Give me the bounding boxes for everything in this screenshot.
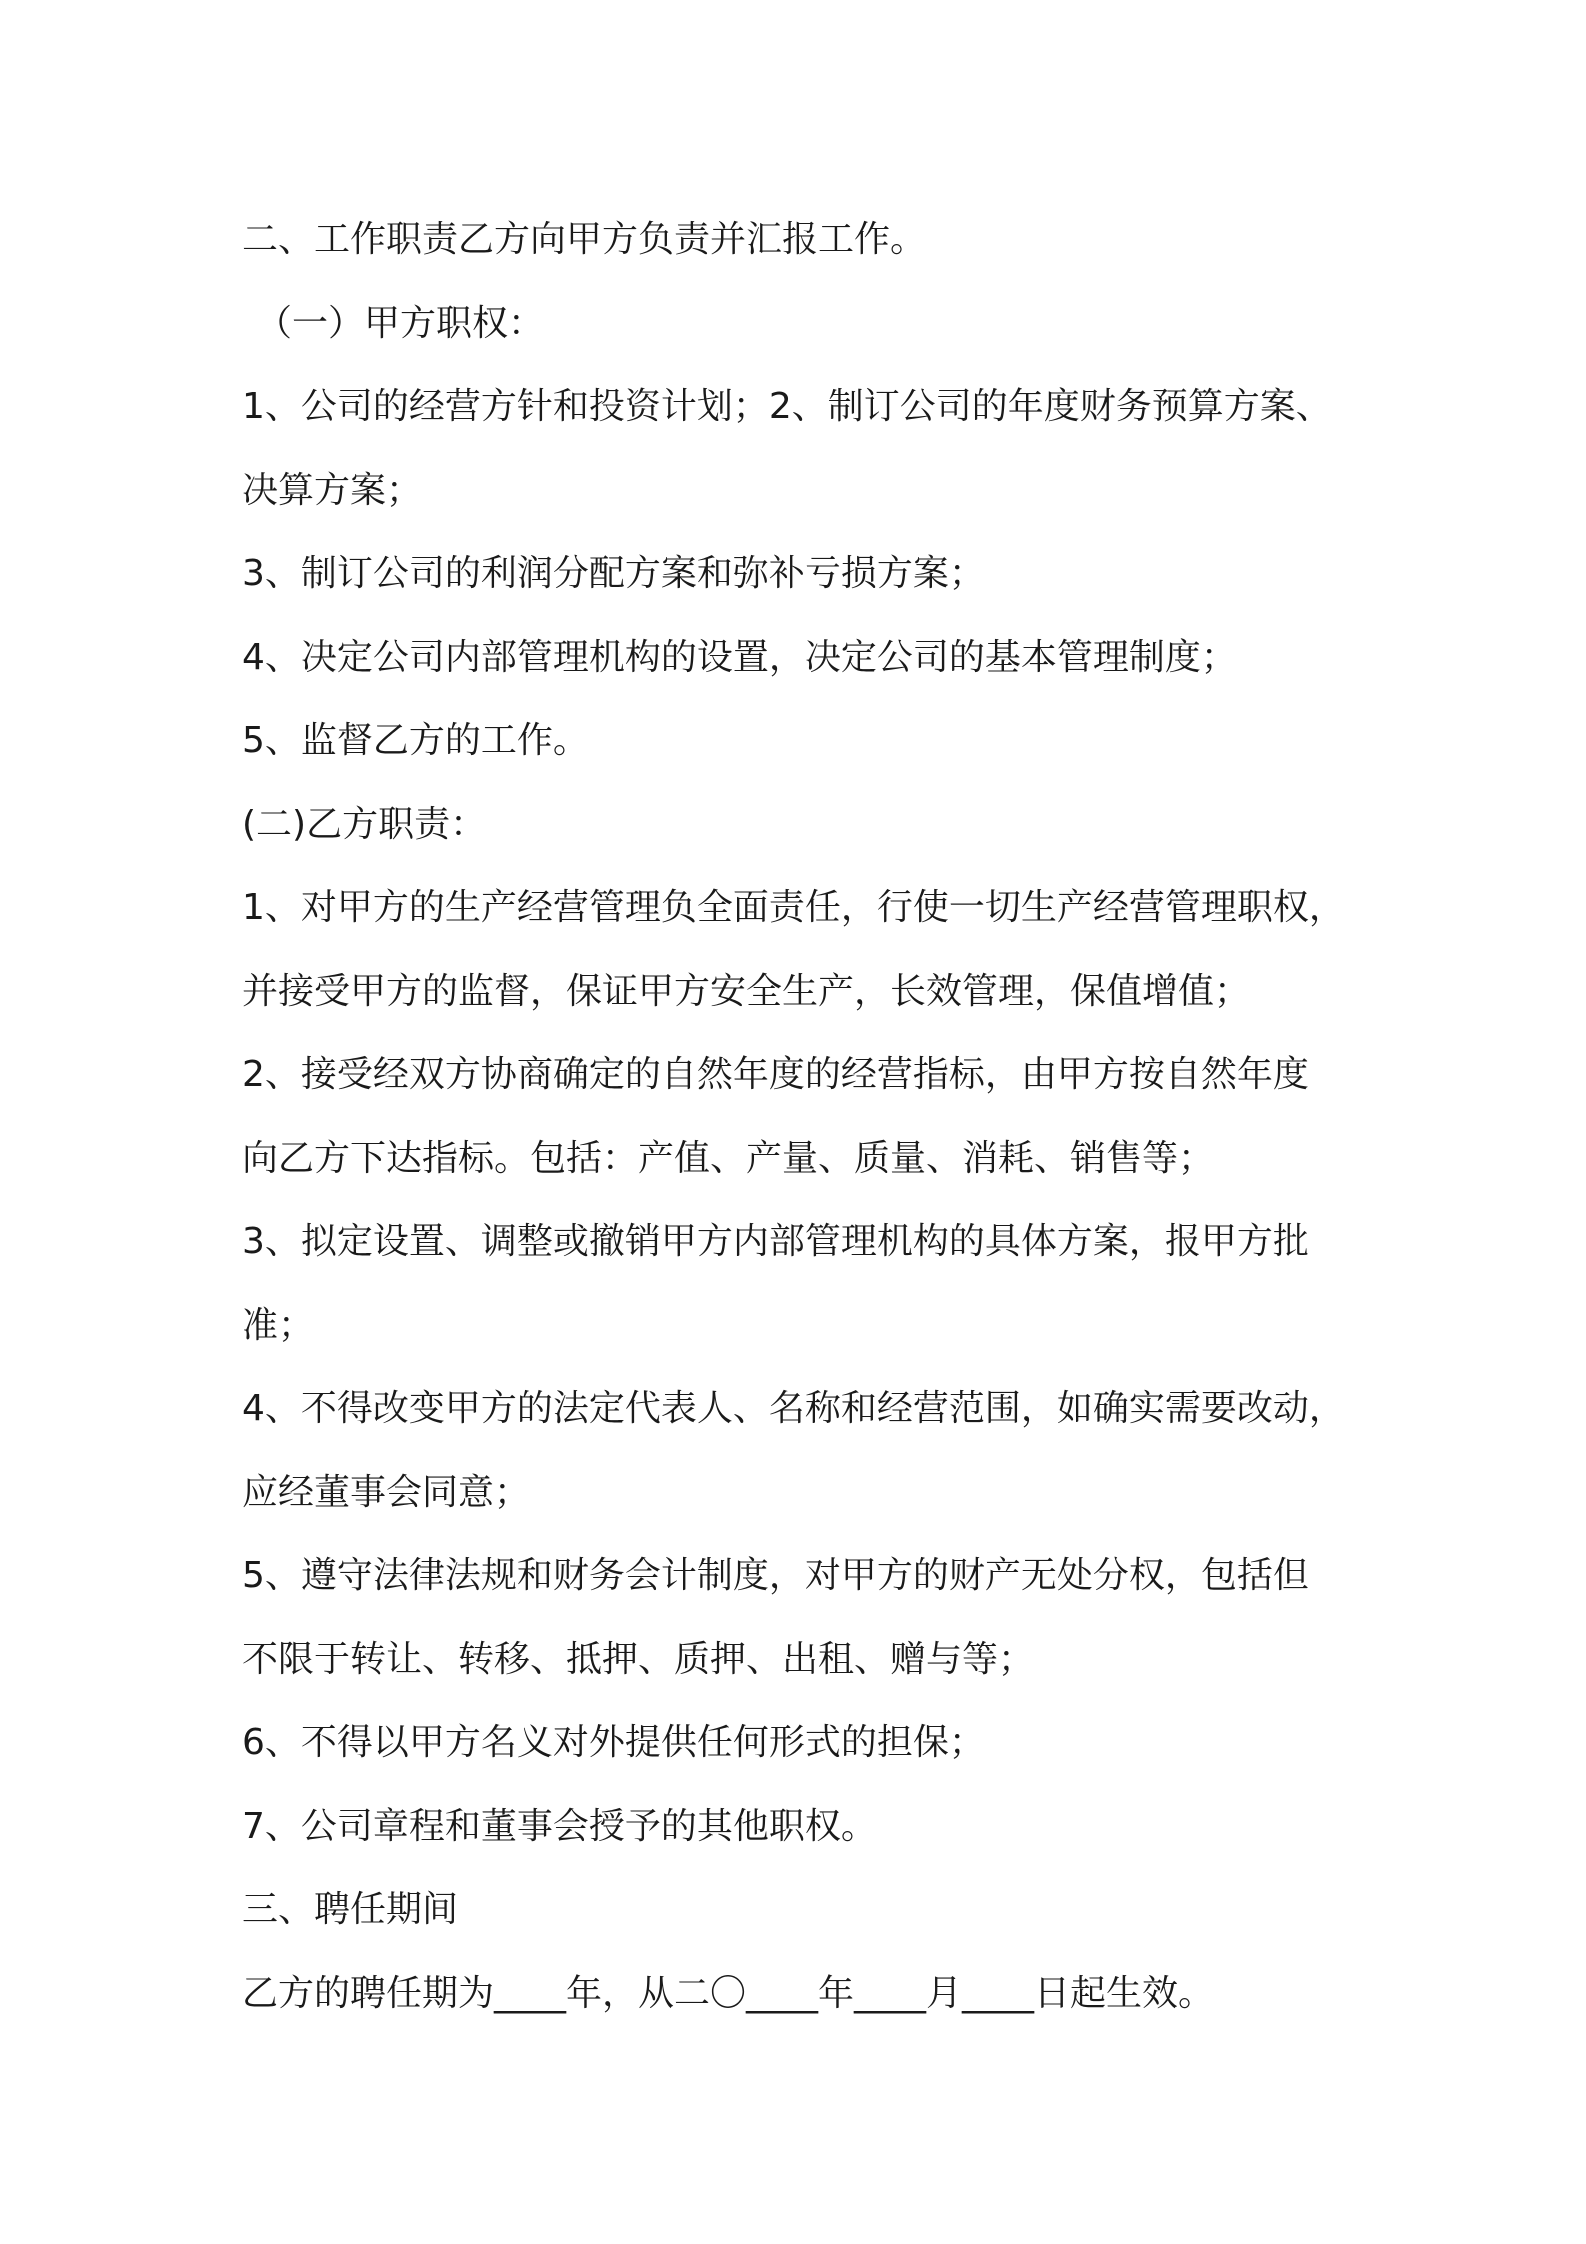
subsection-heading-party-a: （一）甲方职权：: [256, 302, 545, 344]
paragraph-line: 7、公司章程和董事会授予的其他职权。: [242, 1805, 877, 1847]
paragraph-line: 决算方案；: [242, 469, 423, 511]
paragraph-line: 并接受甲方的监督，保证甲方安全生产，长效管理，保值增值；: [242, 970, 1251, 1012]
paragraph-line: 1、公司的经营方针和投资计划；2、制订公司的年度财务预算方案、: [242, 386, 1332, 427]
paragraph-line: 5、监督乙方的工作。: [242, 720, 589, 761]
section-heading-duties: 二、工作职责乙方向甲方负责并汇报工作。: [242, 219, 927, 260]
paragraph-line: 4、决定公司内部管理机构的设置，决定公司的基本管理制度；: [242, 636, 1237, 678]
paragraph-line: 6、不得以甲方名义对外提供任何形式的担保；: [242, 1722, 985, 1763]
paragraph-line: 向乙方下达指标。包括：产值、产量、质量、消耗、销售等；: [242, 1137, 1215, 1179]
paragraph-line: 3、拟定设置、调整或撤销甲方内部管理机构的具体方案，报甲方批: [242, 1221, 1309, 1262]
paragraph-line: 2、接受经双方协商确定的自然年度的经营指标，由甲方按自然年度: [242, 1054, 1309, 1095]
paragraph-line: 5、遵守法律法规和财务会计制度，对甲方的财产无处分权，包括但: [242, 1555, 1309, 1596]
paragraph-line-term: 乙方的聘任期为____年，从二〇____年____月____日起生效。: [242, 1972, 1215, 2014]
paragraph-line: 1、对甲方的生产经营管理负全面责任，行使一切生产经营管理职权，: [242, 887, 1345, 928]
paragraph-line: 不限于转让、转移、抵押、质押、出租、赠与等；: [242, 1638, 1035, 1680]
subsection-heading-party-b: (二)乙方职责：: [242, 803, 487, 845]
paragraph-line: 应经董事会同意；: [242, 1471, 531, 1513]
section-heading-term: 三、聘任期间: [242, 1889, 459, 1930]
paragraph-line: 4、不得改变甲方的法定代表人、名称和经营范围，如确实需要改动，: [242, 1388, 1345, 1429]
paragraph-line: 准；: [242, 1304, 315, 1346]
paragraph-line: 3、制订公司的利润分配方案和弥补亏损方案；: [242, 553, 985, 594]
document-body: [242, 198, 1382, 2035]
